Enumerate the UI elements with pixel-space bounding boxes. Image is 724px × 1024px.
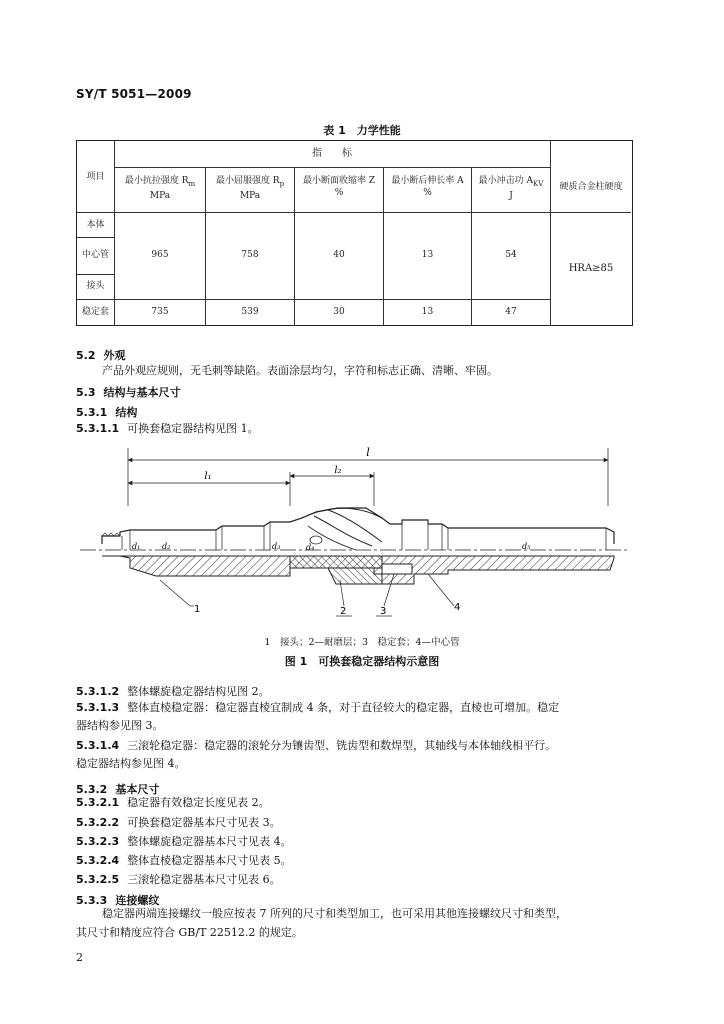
value-tensile-2: 735 (151, 307, 169, 317)
section-5-3-3-text-2: 其尺寸和精度应符合 GB/T 22512.2 的规定。 (76, 926, 303, 939)
row-item-joint: 接头 (86, 281, 105, 291)
section-5-2-text: 产品外观应规则，无毛刺等缺陷。表面涂层均匀，字符和标志正确、清晰、牢固。 (102, 364, 498, 377)
section-5-3-2-5: 5.3.2.5 三滚轮稳定器基本尺寸见表 6。 (76, 873, 281, 886)
section-5-3-2-2: 5.3.2.2 可换套稳定器基本尺寸见表 3。 (76, 816, 281, 829)
value-yield-2: 539 (241, 307, 259, 317)
d3-label: d₃ (272, 542, 281, 551)
d4-label: d₄ (306, 543, 315, 552)
d2-label: d₂ (162, 542, 171, 551)
d1-label: d₁ (132, 542, 141, 551)
dim-l1-label: l₁ (204, 471, 212, 482)
header-reduction: 最小断面收缩率 Z % (302, 176, 376, 198)
value-reduction-1: 40 (333, 250, 345, 260)
header-tensile: 最小抗拉强度 $R_m$ MPa (124, 176, 196, 201)
row-item-center-tube: 中心管 (81, 250, 109, 260)
callout-2: 2 (340, 606, 347, 617)
dim-l-label: l (366, 446, 370, 459)
standard-code: SY/T 5051—2009 (76, 87, 192, 101)
d5-label: d₅ (522, 542, 531, 551)
section-5-3-1-1: 5.3.1.1 可换套稳定器结构见图 1。 (76, 422, 259, 435)
dim-l2-label: l₂ (334, 465, 342, 476)
section-5-3-3-heading: 5.3.3 连接螺纹 (76, 894, 160, 907)
value-yield-1: 758 (241, 250, 259, 260)
section-5-3-1-4: 5.3.1.4 三滚轮稳定器：稳定器的滚轮分为镶齿型、铣齿型和数焊型，其轴线与本体轴线相平行。 稳定器结构参见图 4。 (76, 739, 557, 770)
page-number: 2 (76, 951, 83, 964)
value-elongation-2: 13 (421, 307, 434, 317)
table-title: 表 1 力学性能 (323, 124, 401, 137)
value-hardness: HRA≥85 (568, 263, 614, 274)
section-5-3-1-3: 5.3.1.3 整体直棱稳定器：稳定器直棱宜制成 4 条，对于直径较大的稳定器，直棱也可增加。稳定 器结构参见图 3。 (76, 701, 560, 732)
section-5-3-3-text-1: 稳定器两端连接螺纹一般应按表 7 所列的尺寸和类型加工，也可采用其他连接螺纹尺寸和类型， (102, 907, 567, 920)
row-item-sleeve: 稳定套 (81, 307, 109, 317)
section-5-2-heading: 5.2 外观 (76, 349, 126, 362)
value-elongation-1: 13 (421, 250, 434, 260)
section-5-3-2-4: 5.3.2.4 整体直棱稳定器基本尺寸见表 5。 (76, 854, 292, 867)
stabilizer-structure-figure (76, 446, 636, 636)
header-elongation: 最小断后伸长率 A % (391, 176, 464, 198)
row-item-body: 本体 (86, 220, 105, 230)
section-5-3-1-2: 5.3.1.2 整体螺旋稳定器结构见图 2。 (76, 685, 270, 698)
value-impact-1: 54 (505, 250, 517, 260)
header-yield: 最小屈服强度 $R_p$ MPa (215, 176, 285, 201)
section-5-3-2-heading: 5.3.2 基本尺寸 (76, 783, 160, 796)
value-tensile-1: 965 (151, 250, 169, 260)
section-5-3-heading: 5.3 结构与基本尺寸 (76, 386, 181, 399)
figure-title: 图 1 可换套稳定器结构示意图 (284, 655, 440, 668)
header-hardness: 硬质合金柱硬度 (559, 182, 623, 192)
section-5-3-2-1: 5.3.2.1 稳定器有效稳定长度见表 2。 (76, 796, 270, 809)
header-item: 项目 (86, 172, 105, 182)
value-reduction-2: 30 (333, 307, 345, 317)
section-5-3-2-3: 5.3.2.3 整体螺旋稳定器基本尺寸见表 4。 (76, 835, 292, 848)
figure-legend: 1 接头；2—耐磨层；3 稳定套；4—中心管 (264, 637, 460, 648)
section-5-3-1-heading: 5.3.1 结构 (76, 406, 138, 419)
callout-1: 1 (194, 604, 201, 615)
header-impact: 最小冲击功 $A_{KV}$ J (478, 176, 544, 201)
value-impact-2: 47 (505, 307, 517, 317)
header-indicator: 指 标 (312, 148, 352, 159)
callout-4: 4 (454, 602, 461, 613)
mechanical-properties-table (76, 140, 633, 326)
callout-3: 3 (380, 606, 387, 617)
